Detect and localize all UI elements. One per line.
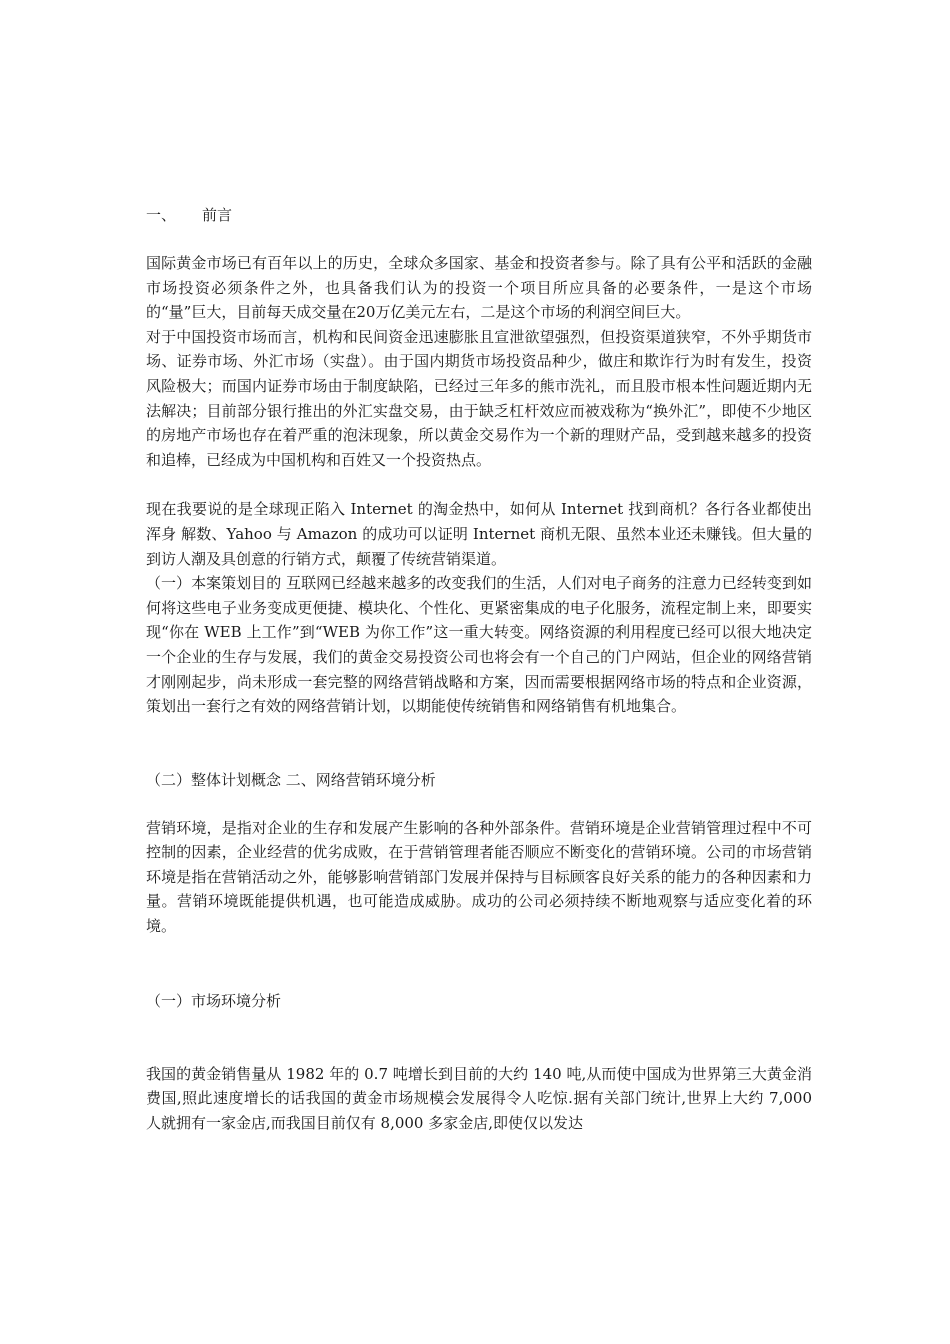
paragraph-marketing-environment: 营销环境，是指对企业的生存和发展产生影响的各种外部条件。营销环境是企业营销管理过程中不可控制的因素，企业经营的优劣成败，在于营销管理者能否顺应不断变化的营销环境。公司的市场营销环境是指在营销活动之外，能够影响营销部门发展并保持与目标顾客良好关系的能力的各种因素和力量。营销环境既能提供机遇，也可能造成威胁。成功的公司必须持续不断地观察与适应变化着的环境。	[146, 818, 812, 936]
section-heading-overall-plan: （二）整体计划概念 二、网络营销环境分析	[146, 770, 436, 789]
paragraph-plan-purpose: （一）本案策划目的 互联网已经越来越多的改变我们的生活，人们对电子商务的注意力已经转变到如何将这些电子业务变成更便捷、模块化、个性化、更紧密集成的电子化服务，流程定制上来，即要实现“你在 WEB 上工作”到“WEB 为你工作”这一重大转变。网络资源的利用程度已经可以很大地决定一个企业的生存与发展，我们的黄金交易投资公司也将会有一个自己的门户网站，但企业的网络营销才刚刚起步，尚未形成一套完整的网络营销战略和方案，因而需要根据网络市场的特点和企业资源，策划出一套行之有效的网络营销计划，以期能使传统销售和网络销售有机地集合。	[146, 574, 812, 716]
section-title: 前言	[202, 206, 233, 224]
paragraph-gold-market-intro: 国际黄金市场已有百年以上的历史，全球众多国家、基金和投资者参与。除了具有公平和活跃的金融市场投资必须条件之外，也具备我们认为的投资一个项目所应具备的必要条件，一是这个市场的“量”巨大，目前每天成交量在20万亿美元左右，二是这个市场的利润空间巨大。	[146, 254, 812, 322]
paragraph-china-investment: 对于中国投资市场而言，机构和民间资金迅速膨胀且宣泄欲望强烈，但投资渠道狭窄，不外乎期货市场、证券市场、外汇市场（实盘）。由于国内期货市场投资品种少，做庄和欺诈行为时有发生，投资风险极大；而国内证券市场由于制度缺陷，已经过三年多的熊市洗礼，而且股市根本性问题近期内无法解决；目前部分银行推出的外汇实盘交易，由于缺乏杠杆效应而被戏称为“换外汇”，即使不少地区的房地产市场也存在着严重的泡沫现象，所以黄金交易作为一个新的理财产品，受到越来越多的投资和追棒，已经成为中国机构和百姓又一个投资热点。	[146, 327, 812, 469]
section-heading-preface	[146, 203, 812, 227]
paragraph-internet-gold-rush: 现在我要说的是全球现正陷入 Internet 的淘金热中，如何从 Internet 找到商机？各行各业都使出浑身 解数、Yahoo 与 Amazon 的成功可以证明 Internet 商机无限、虽然本业还未赚钱。但大量的 到访人潮及具创意的行销方式，颠覆了传统营销渠道。	[146, 500, 812, 568]
paragraph-gold-sales-growth: 我国的黄金销售量从 1982 年的 0.7 吨增长到目前的大约 140 吨,从而使中国成为世界第三大黄金消费国,照此速度增长的话我国的黄金市场规模会发展得令人吃惊.据有关部门统计,世界上大约 7,000 人就拥有一家金店,而我国目前仅有 8,000 多家金店,即使仅以发达	[146, 1064, 812, 1132]
section-heading-market-analysis: （一）市场环境分析	[146, 991, 282, 1010]
document-body	[146, 203, 812, 1135]
section-number: 一、	[146, 206, 177, 224]
